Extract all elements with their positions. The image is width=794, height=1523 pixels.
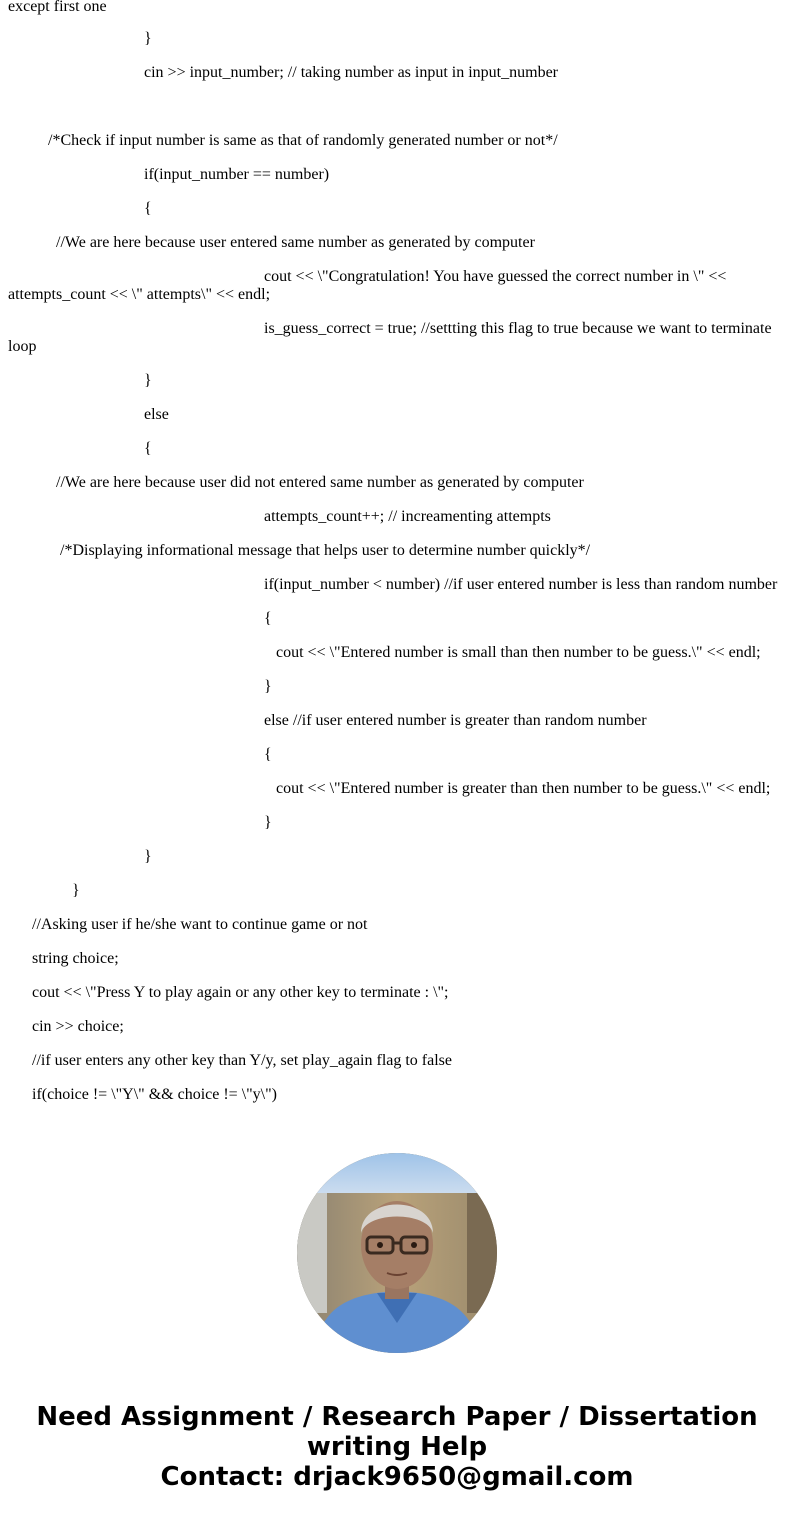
- code-line: //Asking user if he/she want to continue game or not: [32, 916, 368, 933]
- code-line: cout << \"Press Y to play again or any other key to terminate : \";: [32, 984, 449, 1001]
- code-line: cin >> input_number; // taking number as input in input_number: [144, 64, 558, 81]
- code-line: }: [144, 848, 152, 865]
- code-line: except first one: [8, 0, 107, 15]
- code-line: /*Check if input number is same as that of randomly generated number or not*/: [48, 132, 558, 149]
- code-line: else //if user entered number is greater than random number: [264, 712, 647, 729]
- code-line: }: [144, 30, 152, 47]
- promo-line: writing Help: [306, 1432, 488, 1462]
- promo-banner: [0, 1402, 794, 1492]
- code-line: //We are here because user did not entered same number as generated by computer: [56, 474, 584, 491]
- code-line: if(choice != \"Y\" && choice != \"y\"): [32, 1086, 277, 1103]
- code-line: {: [144, 200, 152, 217]
- code-line: cin >> choice;: [32, 1018, 124, 1035]
- code-line: string choice;: [32, 950, 119, 967]
- code-line: cout << \"Congratulation! You have guessed the correct number in \" << attempts_count << \" attempts\" << endl;: [8, 268, 727, 303]
- code-line: if(input_number < number) //if user entered number is less than random number: [264, 576, 778, 593]
- code-line: attempts_count++; // increamenting attempts: [264, 508, 551, 525]
- code-line: else: [144, 406, 169, 423]
- code-line: cout << \"Entered number is greater than then number to be guess.\" << endl;: [276, 780, 771, 797]
- code-line: }: [144, 372, 152, 389]
- code-line: //if user enters any other key than Y/y, set play_again flag to false: [32, 1052, 453, 1069]
- author-avatar: [297, 1153, 497, 1353]
- code-line: {: [144, 440, 152, 457]
- code-line: cout << \"Entered number is small than then number to be guess.\" << endl;: [276, 644, 761, 661]
- person-photo-icon: [297, 1153, 497, 1353]
- code-line: /*Displaying informational message that helps user to determine number quickly*/: [60, 542, 591, 559]
- code-line: }: [72, 882, 80, 899]
- code-line: {: [264, 610, 272, 627]
- code-line: is_guess_correct = true; //settting this flag to true because we want to terminate loop: [8, 320, 772, 355]
- code-line: //We are here because user entered same number as generated by computer: [56, 234, 535, 251]
- code-line: {: [264, 746, 272, 763]
- code-line: }: [264, 678, 272, 695]
- promo-line: Need Assignment / Research Paper / Dissertation: [36, 1402, 758, 1432]
- code-line: }: [264, 814, 272, 831]
- contact-email: Contact: drjack9650@gmail.com: [160, 1462, 634, 1492]
- code-line: if(input_number == number): [144, 166, 330, 183]
